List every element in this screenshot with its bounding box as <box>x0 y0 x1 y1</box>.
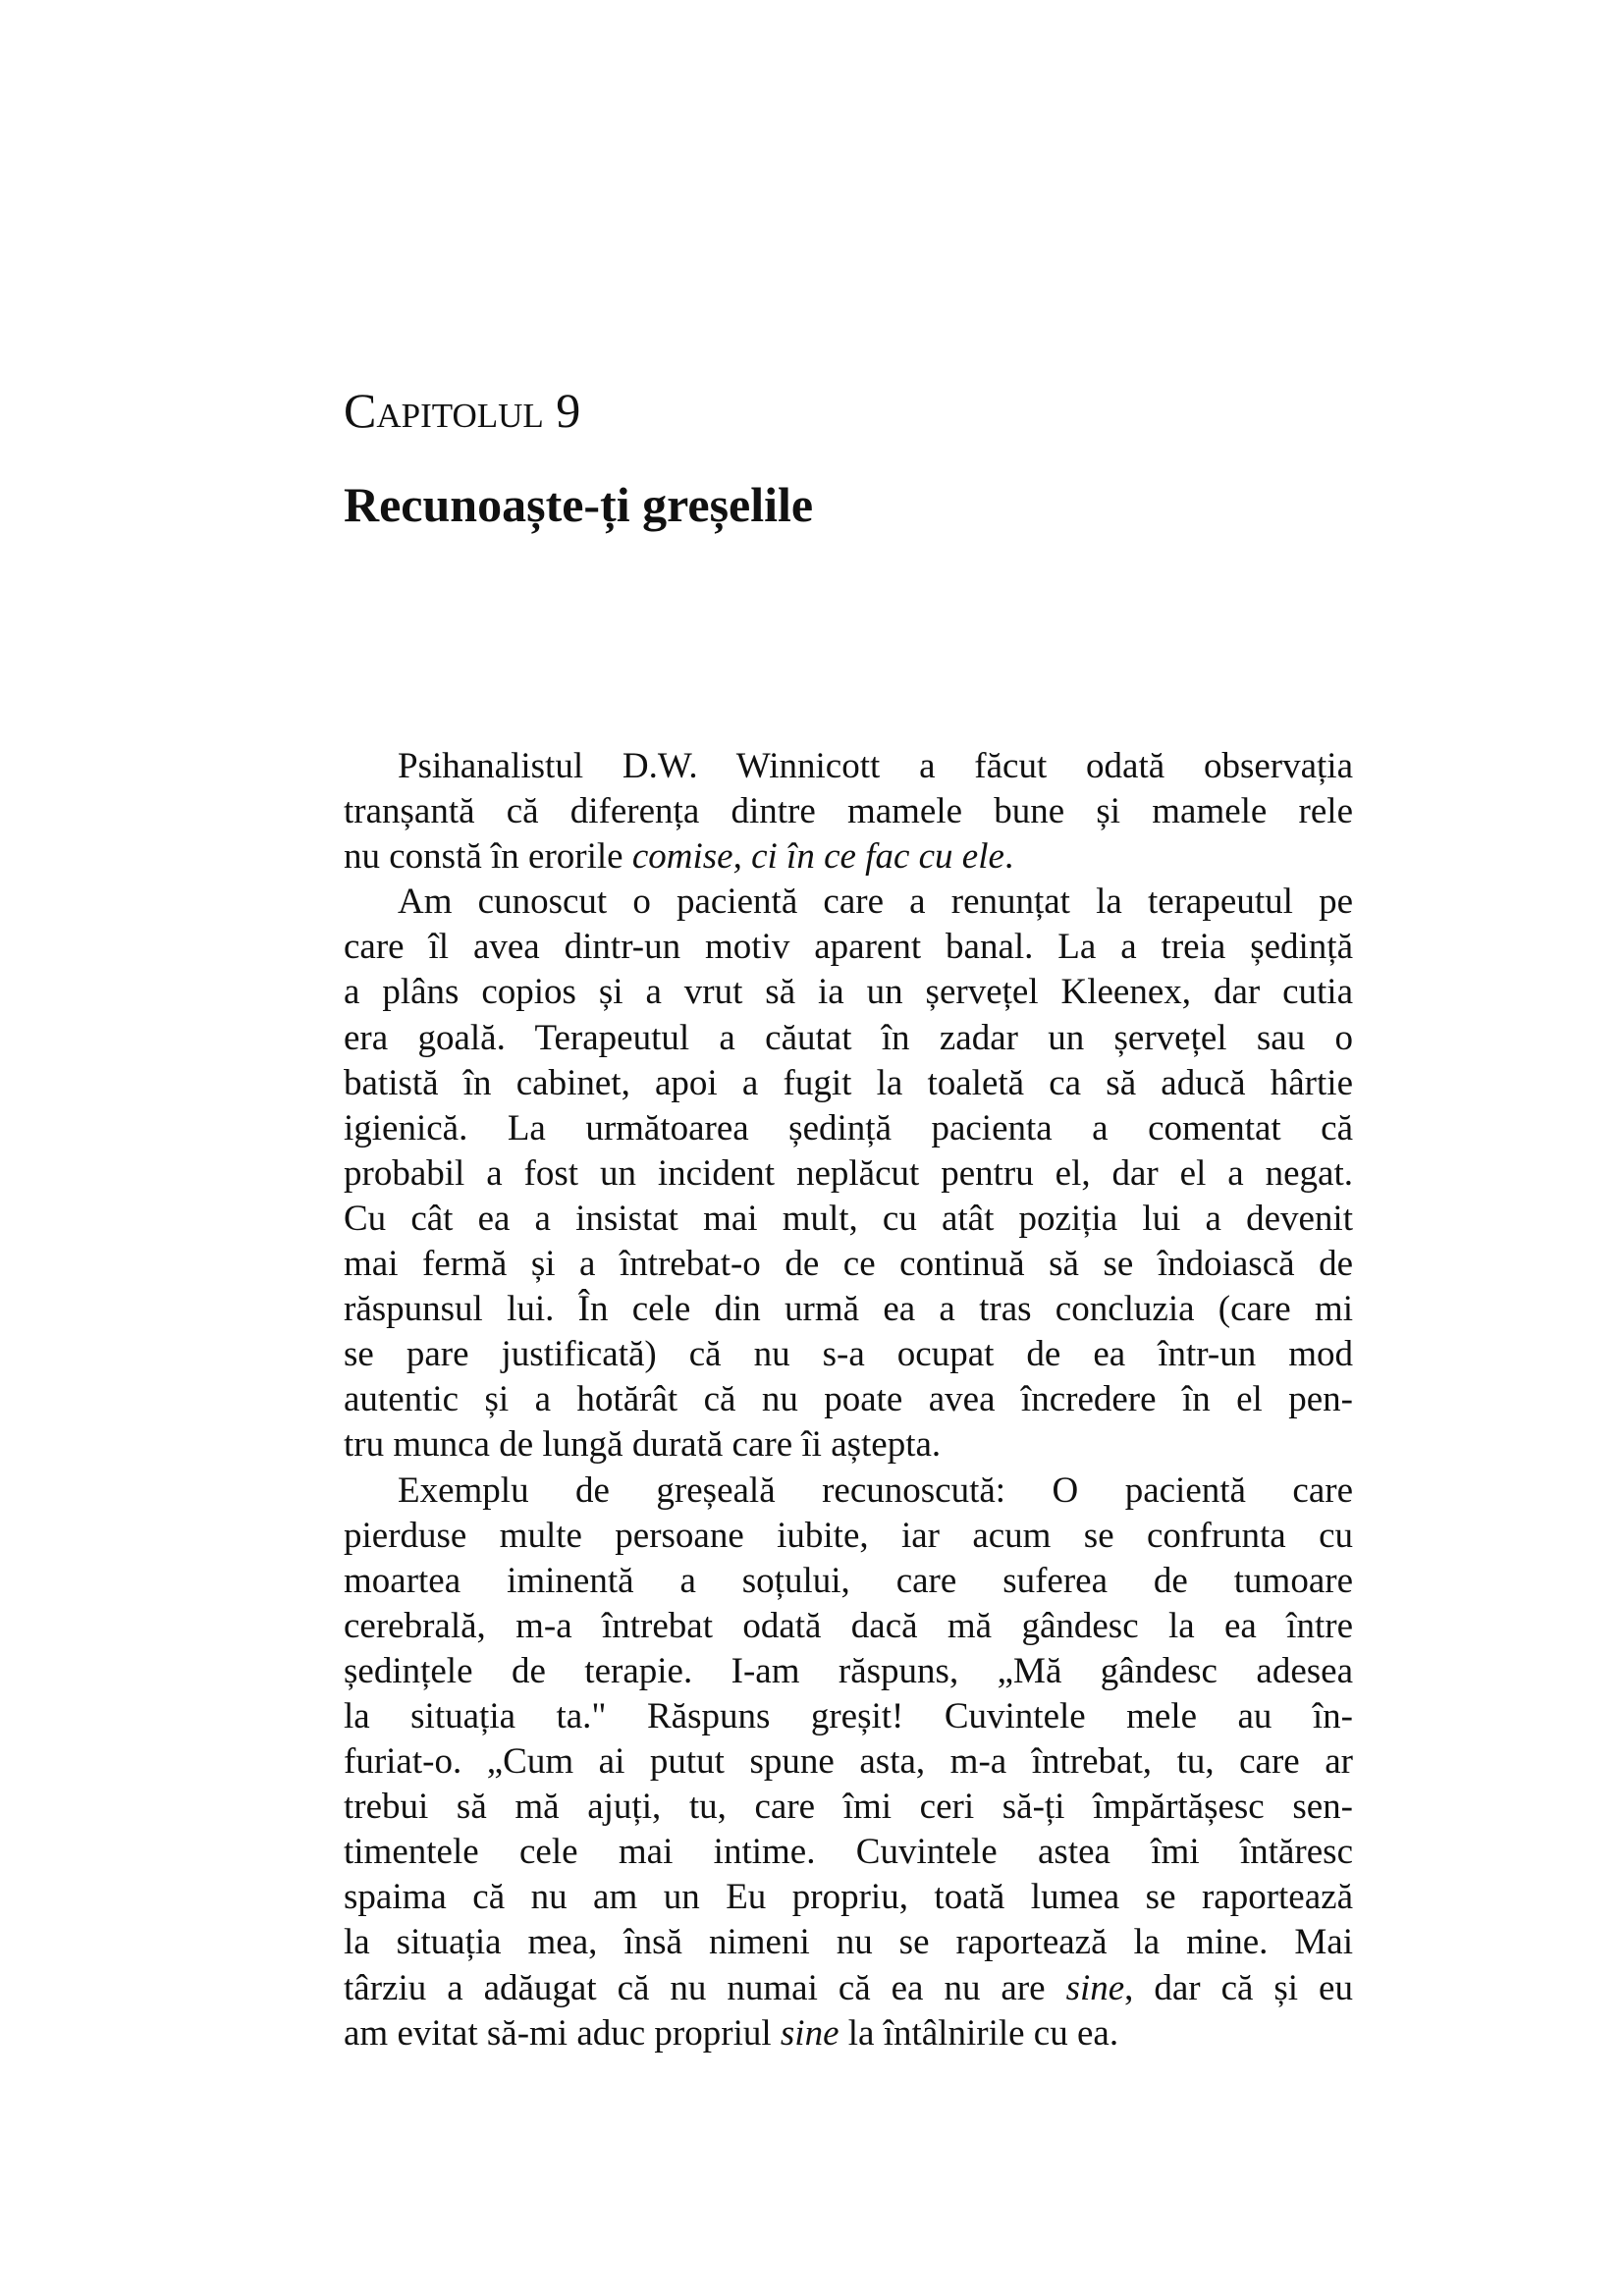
italic-text: sine <box>780 2012 839 2054</box>
text-line <box>344 925 1353 970</box>
text-line <box>344 1106 1353 1151</box>
text-segment: cerebrală, m-a întrebat odată dacă mă gândesc la ea între <box>344 1605 1353 1646</box>
text-line <box>344 1649 1353 1694</box>
text-segment: Psihanalistul D.W. Winnicott a făcut odată observația <box>398 746 1353 786</box>
text-line <box>344 1151 1353 1197</box>
text-segment: Exemplu de greșeală recunoscută: O pacientă care <box>398 1469 1353 1511</box>
text-line <box>344 1197 1353 1242</box>
chapter-title: Recunoaște-ți greșelile <box>344 477 814 532</box>
text-line <box>344 1920 1353 1965</box>
text-segment: tru munca de lungă durată care îi aștepta. <box>344 1424 942 1466</box>
text-segment: răspunsul lui. În cele din urmă ea a tras concluzia (care mi <box>344 1289 1353 1330</box>
body-text <box>344 744 1353 2056</box>
text-line <box>344 789 1353 834</box>
text-line <box>344 2011 1353 2056</box>
text-line <box>344 1422 1353 1468</box>
text-segment: autentic și a hotărât că nu poate avea încredere în el pen- <box>344 1379 1353 1420</box>
text-line <box>344 1559 1353 1604</box>
text-line <box>344 1242 1353 1287</box>
text-line <box>344 1604 1353 1649</box>
text-segment: la situația mea, însă nimeni nu se raportează la mine. Mai <box>344 1922 1353 1963</box>
text-line <box>344 1332 1353 1377</box>
text-segment: ședințele de terapie. I-am răspuns, „Mă gândesc adesea <box>344 1650 1353 1691</box>
chapter-label: Capitolul 9 <box>344 383 581 438</box>
text-line <box>344 1468 1353 1514</box>
text-line <box>344 1875 1353 1920</box>
text-line <box>344 1694 1353 1739</box>
text-segment: Cu cât ea a insistat mai mult, cu atât poziția lui a devenit <box>344 1198 1353 1239</box>
text-line <box>344 1739 1353 1785</box>
text-line <box>344 880 1353 925</box>
text-line <box>344 744 1353 789</box>
paragraph <box>344 744 1353 880</box>
text-line <box>344 1377 1353 1422</box>
text-segment: spaima că nu am un Eu propriu, toată lumea se raportează <box>344 1877 1353 1918</box>
text-line <box>344 1287 1353 1332</box>
italic-text: comise, ci în ce fac cu ele <box>631 836 1004 878</box>
text-segment: moartea iminentă a soțului, care suferea de tumoare <box>344 1560 1353 1601</box>
text-line <box>344 1061 1353 1106</box>
text-line <box>344 1785 1353 1830</box>
text-segment: a plâns copios și a vrut să ia un șervețel Kleenex, dar cutia <box>344 972 1353 1013</box>
text-segment: care îl avea dintr-un motiv aparent banal. La a treia ședință <box>344 927 1353 968</box>
text-segment: probabil a fost un incident neplăcut pentru el, dar el a negat. <box>344 1152 1353 1194</box>
text-line <box>344 1830 1353 1875</box>
text-line <box>344 970 1353 1015</box>
text-segment: pierduse multe persoane iubite, iar acum se confrunta cu <box>344 1515 1353 1556</box>
paragraph <box>344 880 1353 1468</box>
text-line <box>344 834 1353 880</box>
text-line <box>344 1966 1353 2011</box>
text-segment: la întâlnirile cu ea. <box>839 2012 1119 2054</box>
text-line <box>344 1514 1353 1559</box>
text-segment: târziu a adăugat că nu numai că ea nu are <box>344 1967 1066 2008</box>
text-segment: mai fermă și a întrebat-o de ce continuă să se îndoiască de <box>344 1244 1353 1285</box>
text-segment: era goală. Terapeutul a căutat în zadar un șervețel sau o <box>344 1017 1353 1058</box>
text-segment: furiat-o. „Cum ai putut spune asta, m-a întrebat, tu, care ar <box>344 1741 1353 1783</box>
paragraph <box>344 1468 1353 2056</box>
text-line <box>344 1016 1353 1061</box>
text-segment: tranșantă că diferența dintre mamele bune și mamele rele <box>344 791 1353 832</box>
text-segment: batistă în cabinet, apoi a fugit la toaletă ca să aducă hârtie <box>344 1062 1353 1103</box>
text-segment: trebui să mă ajuți, tu, care îmi ceri să-ți împărtășesc sen- <box>344 1787 1353 1828</box>
text-segment: Am cunoscut o pacientă care a renunțat la terapeutul pe <box>398 881 1353 923</box>
italic-text: sine <box>1065 1967 1125 2008</box>
text-segment: timentele cele mai intime. Cuvintele astea îmi întăresc <box>344 1832 1353 1873</box>
text-segment: . <box>1003 836 1014 878</box>
text-segment: igienică. La următoarea ședință pacienta a comentat că <box>344 1107 1353 1148</box>
text-segment: se pare justificată) că nu s-a ocupat de ea într-un mod <box>344 1334 1353 1375</box>
text-segment: am evitat să-mi aduc propriul <box>344 2012 781 2054</box>
text-segment: , dar că și eu <box>1124 1967 1353 2008</box>
text-segment: nu constă în erorile <box>344 836 632 878</box>
text-segment: la situația ta." Răspuns greșit! Cuvintele mele au în- <box>344 1695 1353 1736</box>
